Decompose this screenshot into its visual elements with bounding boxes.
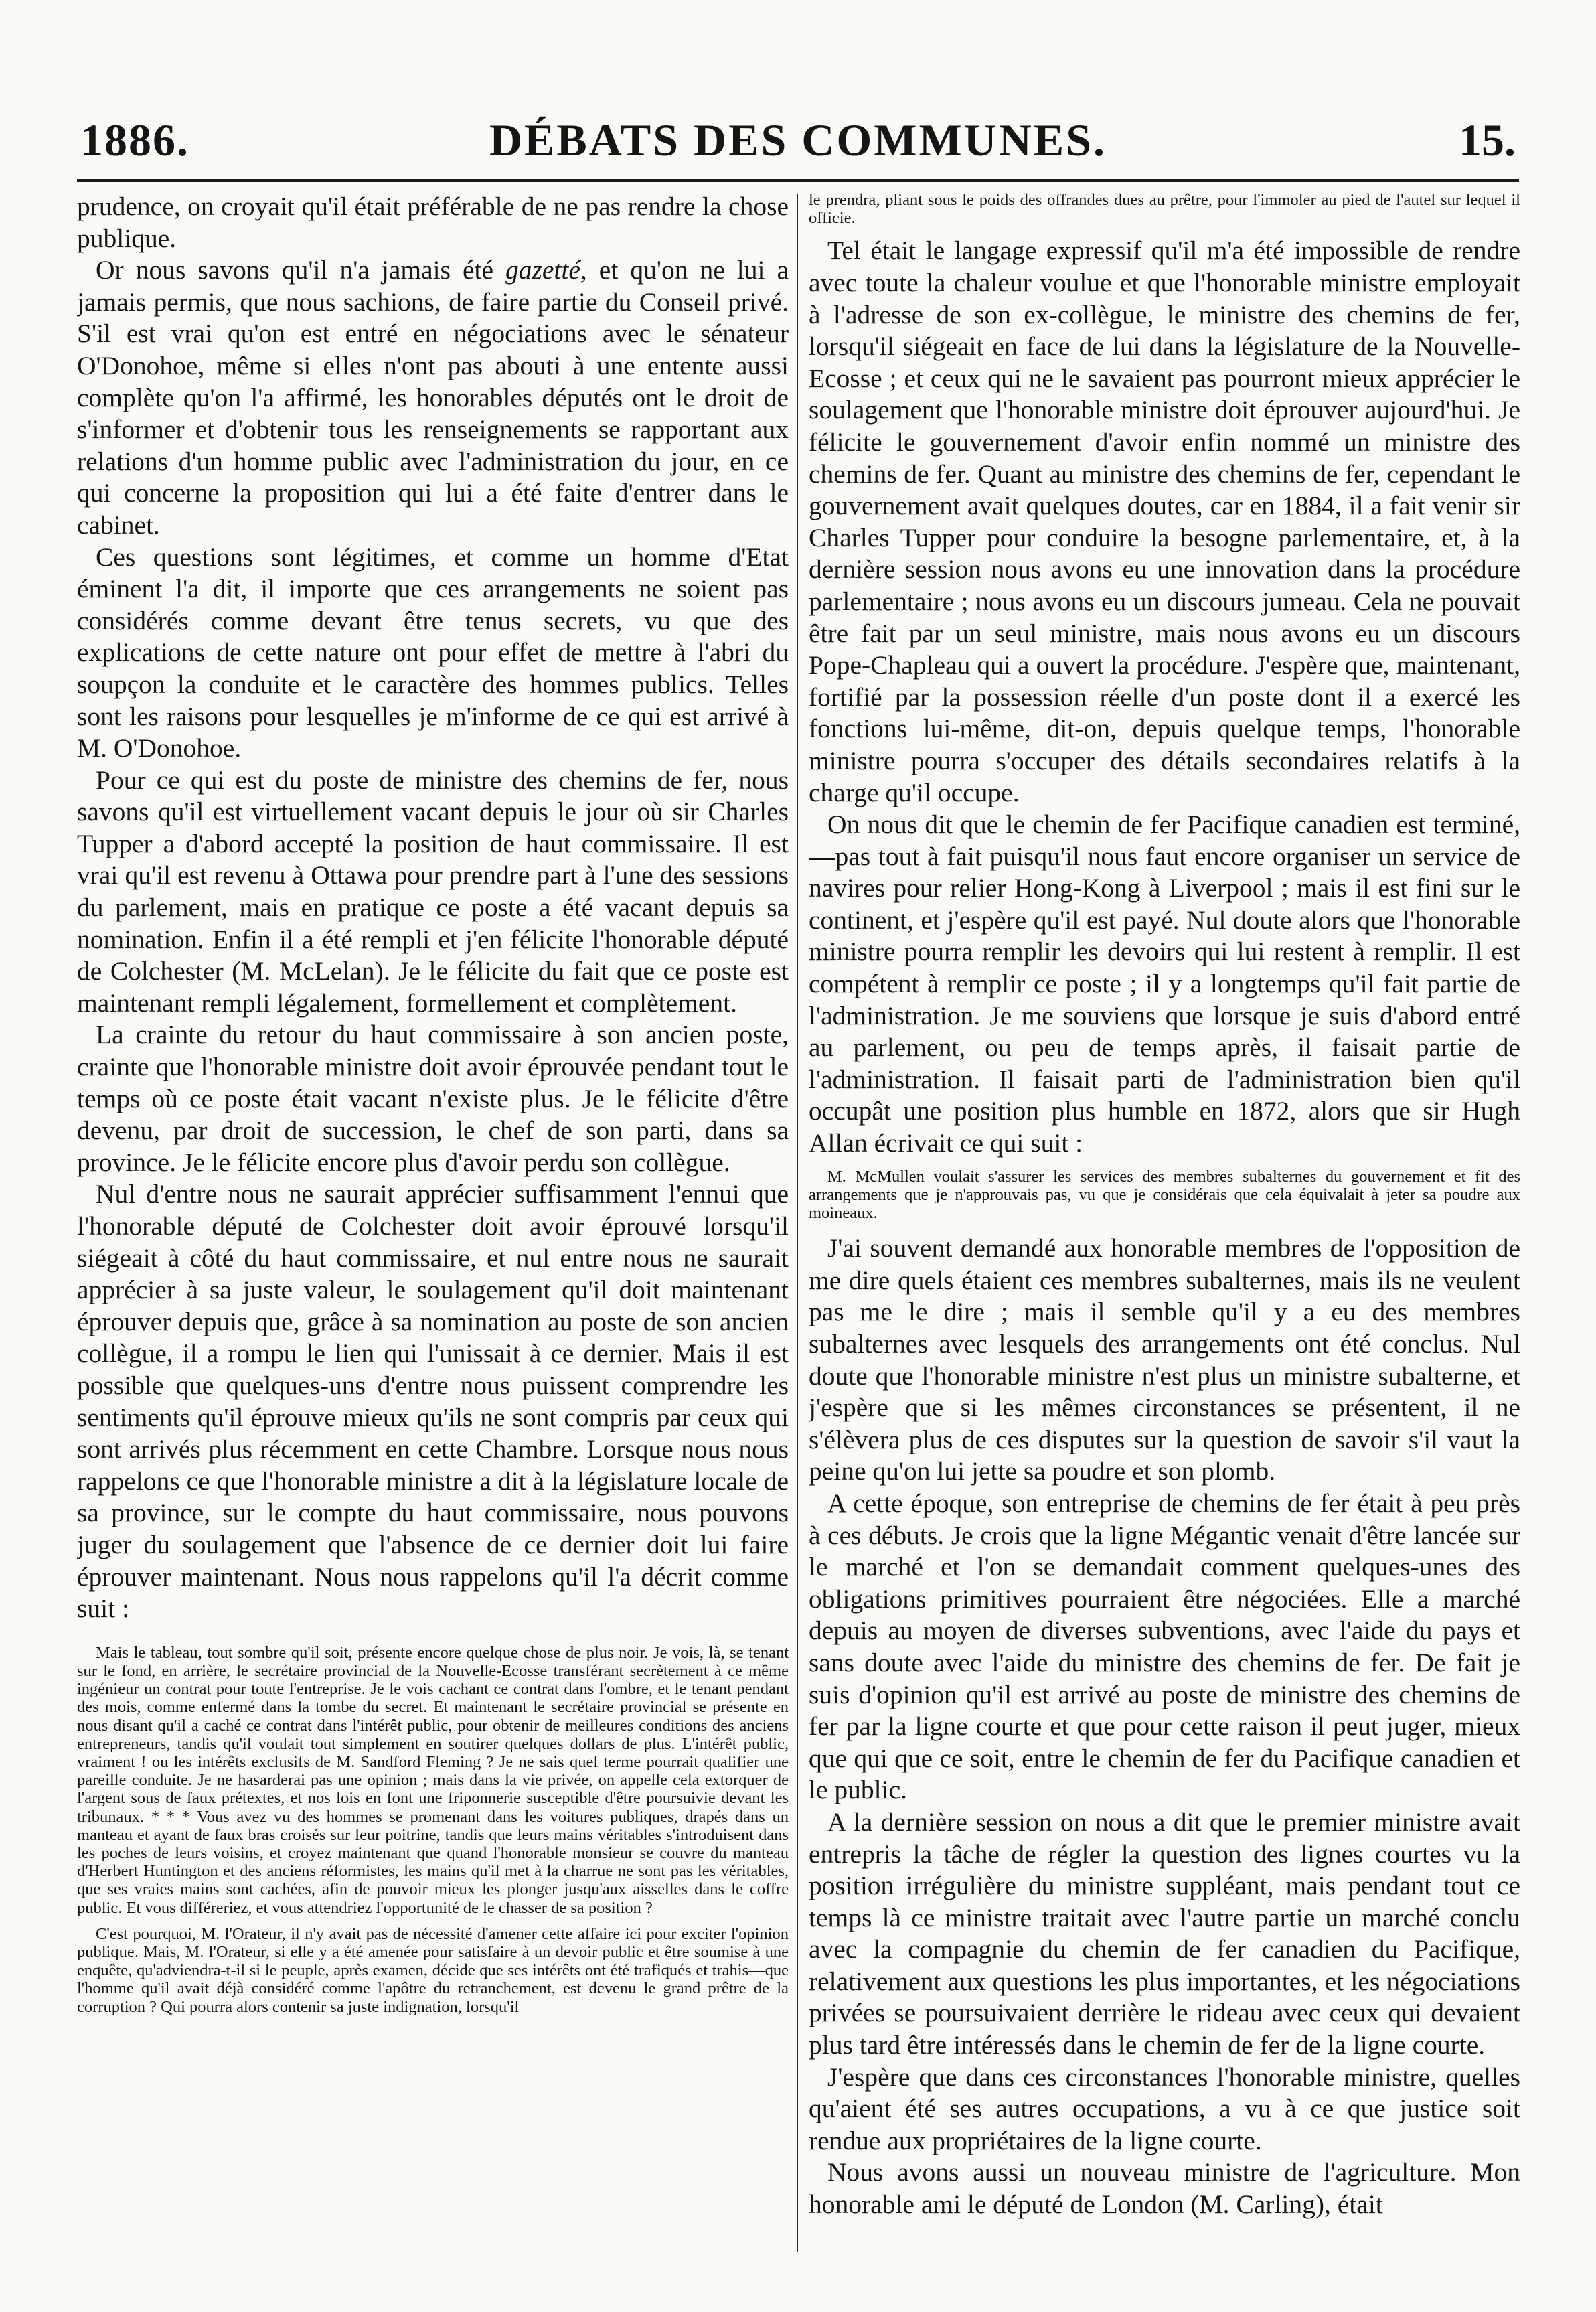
- paragraph: Or nous savons qu'il n'a jamais été gazetté, et qu'on ne lui a jamais permis, que nous sachions, de faire partie du Conseil privé. S'il est vrai qu'on est entré en négociations avec le sénateur O'Donohoe, même si elles n'ont pas abouti à une entente aussi complète qu'on l'a affirmé, les honorables députés ont le droit de s'informer et d'obtenir tous les renseignements se rapportant aux relations d'un homme public avec l'administration du jour, en ce qui concerne la proposition qui lui a été faite d'entrer dans le cabinet.: [77, 255, 789, 540]
- paragraph: J'ai souvent demandé aux honorable membres de l'opposition de me dire quels étaient ces membres subalternes, mais ils ne veulent pas me le dire ; mais il semble qu'il y a eu des membres subalternes avec lesquels des arrangements ont été conclus. Nul doute que l'honorable ministre n'est plus un ministre subalterne, et j'espère que si les mêmes circonstances se présentent, il ne s'élèvera plus de ces disputes sur la question de savoir s'il vaut la peine qu'on lui jette sa poudre et son plomb.: [809, 1233, 1520, 1486]
- paragraph: Ces questions sont légitimes, et comme un homme d'Etat éminent l'a dit, il importe que ces arrangements ne soient pas considérés comme devant être tenus secrets, vu que des explications de cette nature ont pour effet de mettre à l'abri du soupçon la conduite et le caractère des hommes publics. Telles sont les raisons pour lesquelles je m'informe de ce qui est arrivé à M. O'Donohoe.: [77, 542, 789, 763]
- paragraph: Nul d'entre nous ne saurait apprécier suffisamment l'ennui que l'honorable député de Colchester doit avoir éprouvé lorsqu'il siégeait à côté du haut commissaire, et nul entre nous ne saurait apprécier à sa juste valeur, le soulagement qu'il doit maintenant éprouver depuis que, grâce à sa nomination au poste de son ancien collègue, il a rompu le lien qui l'unissait à ce dernier. Mais il est possible que quelques-uns d'entre nous puissent comprendre les sentiments qu'il éprouve mieux qu'ils ne sont compris par ceux qui sont arrivés plus récemment en cette Chambre. Lorsque nous nous rappelons ce que l'honorable ministre a dit à la législature locale de sa province, sur le compte du haut commissaire, nous pouvons juger du soulagement que l'absence de ce dernier doit lui faire éprouver maintenant. Nous nous rappelons qu'il l'a décrit comme suit :: [77, 1179, 789, 1624]
- paragraph: prudence, on croyait qu'il était préférable de ne pas rendre la chose publique.: [77, 191, 789, 253]
- quotation: Mais le tableau, tout sombre qu'il soit, présente encore quelque chose de plus noir. Je vois, là, se tenant sur le fond, en arrière, le secrétaire provincial de la Nouvelle-Ecosse transférant secrètement à ce même ingénieur un contrat pour toute l'entreprise. Je le vois cachant ce contrat dans l'ombre, et le tenant pendant des mois, comme enfermé dans la tombe du secret. Et maintenant le secrétaire provincial se présente en nous disant qu'il a caché ce contrat dans l'intérêt public, pour obtenir de meilleures conditions des anciens entrepreneurs, tandis qu'il voulait tout simplement en soutirer quelques dollars de plus. L'intérêt public, vraiment ! ou les intérêts exclusifs de M. Sandford Fleming ? Je ne sais quel terme pourrait qualifier une pareille conduite. Je ne hasarderai pas une opinion ; mais dans la vie privée, on appelle cela extorquer de l'argent sous de faux prétextes, et nos lois en font une friponnerie susceptible d'être poursuivie devant les tribunaux. * * * Vous avez vu des hommes se promenant dans les voitures publiques, drapés dans un manteau et ayant de faux bras croisés sur leur poitrine, tandis que leurs mains véritables s'introduisent dans les poches de leurs voisins, et croyez maintenant que quand l'honorable monsieur se couvre du manteau d'Herbert Huntington et des anciens réformistes, les mains qu'il met à la charrue ne sont pas les véritables, que ses vraies mains sont cachées, afin de pouvoir mieux les plonger jusqu'aux aisselles dans le coffre public. Et vous différeriez, et vous attendriez l'opportunité de le chasser de sa position ?: [77, 1643, 789, 1917]
- paragraph: Pour ce qui est du poste de ministre des chemins de fer, nous savons qu'il est virtuellement vacant depuis le jour où sir Charles Tupper a d'abord accepté la position de haut commissaire. Il est vrai qu'il est revenu à Ottawa pour prendre part à l'une des sessions du parlement, mais en pratique ce poste a été vacant depuis sa nomination. Enfin il a été rempli et j'en félicite l'honorable député de Colchester (M. McLelan). Je le félicite du fait que ce poste est maintenant rempli légalement, formellement et complètement.: [77, 765, 789, 1018]
- paragraph: Tel était le langage expressif qu'il m'a été impossible de rendre avec toute la chaleur voulue et que l'honorable ministre employait à l'adresse de son ex-collègue, le ministre des chemins de fer, lorsqu'il siégeait en face de lui dans la législature de la Nouvelle-Ecosse ; et ceux qui ne le savaient pas pourront mieux apprécier le soulagement que l'honorable ministre doit éprouver aujourd'hui. Je félicite le gouvernement d'avoir enfin nommé un ministre des chemins de fer. Quant au ministre des chemins de fer, cependant le gouvernement avait quelques doutes, car en 1884, il a fait venir sir Charles Tupper pour conduire la besogne parlementaire, et, à la dernière session nous avons eu une innovation dans la procédure parlementaire ; nous avons eu un discours jumeau. Cela ne pouvait être fait par un seul ministre, mais nous avons eu un discours Pope-Chapleau qui a ouvert la procédure. J'espère que, maintenant, fortifié par la possession réelle d'un poste dont il a exercé les fonctions lui-même, dit-on, depuis quelque temps, l'honorable ministre pourra s'occuper des détails secondaires relatifs à la charge qu'il occupe.: [809, 236, 1520, 807]
- page-number: 15.: [1459, 114, 1516, 165]
- quotation: M. McMullen voulait s'assurer les services des membres subalternes du gouvernement et fit des arrangements que je n'approuvais pas, vu que je considérais que cela équivalait à jeter sa poudre aux moineaux.: [809, 1167, 1520, 1223]
- paragraph: A la dernière session on nous a dit que le premier ministre avait entrepris la tâche de régler la question des lignes courtes vu la position irrégulière du ministre suppléant, mais pendant tout ce temps là ce ministre traitait avec l'autre partie un marché conclu avec la compagnie du chemin de fer canadien du Pacifique, relativement aux questions les plus importantes, et les négociations privées se poursuivaient derrière le rideau avec ceux qui devaient plus tard être intéressés dans le chemin de fer de la ligne courte.: [809, 1806, 1520, 2060]
- page-header: [80, 114, 1516, 174]
- paragraph: Nous avons aussi un nouveau ministre de l'agriculture. Mon honorable ami le député de London (M. Carling), était: [809, 2157, 1520, 2220]
- quotation: C'est pourquoi, M. l'Orateur, il n'y avait pas de nécessité d'amener cette affaire ici pour exciter l'opinion publique. Mais, M. l'Orateur, si elle y a été amenée pour satisfaire à un devoir public et être soumise à une enquête, qu'adviendra-t-il si le peuple, après examen, décide que ses intérêts ont été trafiqués et trahis—que l'homme qu'il avait déjà considéré comme l'apôtre du retranchement, est devenu le grand prêtre de la corruption ? Qui pourra alors contenir sa juste indignation, lorsqu'il: [77, 1924, 789, 2016]
- column-divider: [797, 194, 798, 2252]
- left-column: [77, 191, 789, 2258]
- quotation-continued: le prendra, pliant sous le poids des offrandes dues au prêtre, pour l'immoler au pied de l'autel sur lequel il officie.: [809, 191, 1520, 228]
- header-rule: [77, 179, 1519, 182]
- header-year: 1886.: [80, 114, 189, 165]
- italic-word: gazetté: [505, 255, 580, 285]
- paragraph: On nous dit que le chemin de fer Pacifique canadien est terminé,—pas tout à fait puisqu'il nous faut encore organiser un service de navires pour relier Hong-Kong à Liverpool ; mais il est fini sur le continent, et j'espère qu'il est payé. Nul doute alors que l'honorable ministre pourra remplir les devoirs qui lui restent à remplir. Il est compétent à remplir ce poste ; il y a longtemps qu'il fait partie de l'administration. Je me souviens que lorsque je suis d'abord entré au parlement, ou peu de temps après, il faisait partie de l'administration. Il faisait parti de l'administration bien qu'il occupât une position plus humble en 1872, alors que sir Hugh Allan écrivait ce qui suit :: [809, 810, 1520, 1158]
- paragraph: J'espère que dans ces circonstances l'honorable ministre, quelles qu'aient été ses autres occupations, a vu à ce que justice soit rendue aux propriétaires de la ligne courte.: [809, 2062, 1520, 2155]
- paragraph: La crainte du retour du haut commissaire à son ancien poste, crainte que l'honorable ministre doit avoir éprouvée pendant tout le temps où ce poste était vacant n'existe plus. Je le félicite d'être devenu, par droit de succession, le chef de son parti, dans sa province. Je le félicite encore plus d'avoir perdu son collègue.: [77, 1020, 789, 1177]
- header-title: DÉBATS DES COMMUNES.: [489, 114, 1107, 165]
- right-column: [809, 191, 1520, 2258]
- paragraph: A cette époque, son entreprise de chemins de fer était à peu près à ces débuts. Je crois que la ligne Mégantic venait d'être lancée sur le marché et l'on se demandait comment quelques-unes des obligations primitives pourraient être négociées. Elle a marché depuis au moyen de diverses subventions, avec l'aide du pays et sans doute avec l'aide du ministre des chemins de fer. De fait je suis d'opinion qu'il est arrivé au poste de ministre des chemins de fer par la ligne courte et que pour cette raison il peut juger, mieux que qui que ce soit, entre le chemin de fer du Pacifique canadien et le public.: [809, 1488, 1520, 1805]
